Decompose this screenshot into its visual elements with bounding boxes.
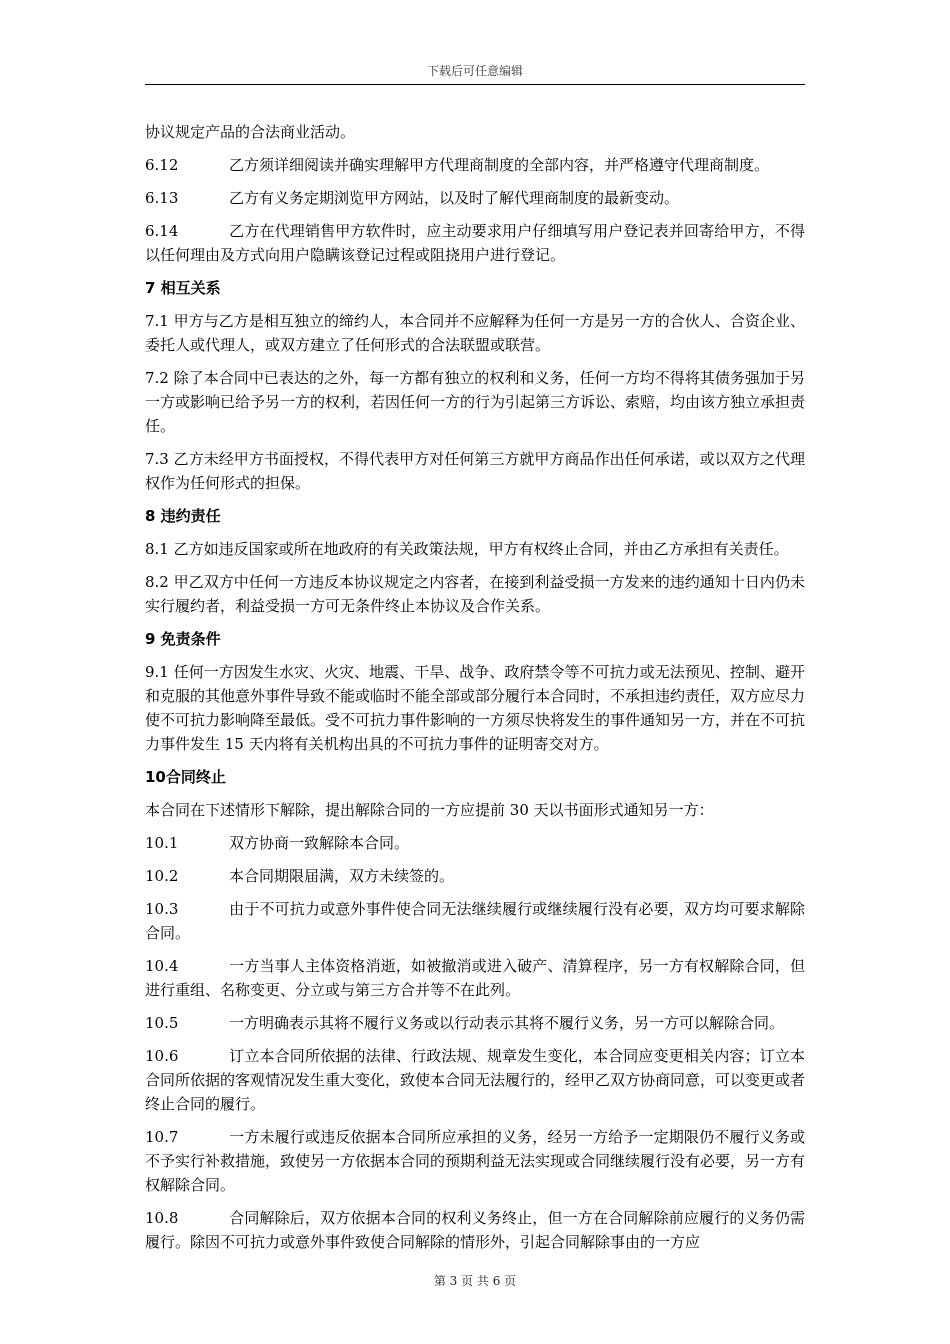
clause-number: 10.8	[145, 1209, 179, 1227]
clause-item	[145, 897, 805, 945]
clause-number: 10.3	[145, 900, 179, 918]
clause-number: 10.7	[145, 1128, 179, 1146]
clause-item	[145, 1011, 805, 1035]
clause-item	[145, 1125, 805, 1197]
clause-text: 乙方有义务定期浏览甲方网站，以及时了解代理商制度的最新变动。	[229, 189, 680, 207]
clause-text: 合同解除后，双方依据本合同的权利义务终止，但一方在合同解除前应履行的义务仍需履行。除因不可抗力或意外事件致使合同解除的情形外，引起合同解除事由的一方应	[145, 1209, 805, 1251]
clause-number: 6.13	[145, 189, 179, 207]
clause-item	[145, 186, 805, 210]
clause-item	[145, 153, 805, 177]
clause-item	[145, 831, 805, 855]
clause-text: 一方未履行或违反依据本合同所应承担的义务，经另一方给予一定期限仍不履行义务或不予实行补救措施，致使另一方依据本合同的预期利益无法实现或合同继续履行没有必要，另一方有权解除合同。	[145, 1128, 806, 1194]
section-heading: 7 相互关系	[145, 279, 221, 297]
clause-text: 一方明确表示其将不履行义务或以行动表示其将不履行义务，另一方可以解除合同。	[229, 1014, 785, 1032]
clause-number: 10.1	[145, 834, 179, 852]
header-divider	[145, 84, 805, 85]
paragraph: 9.1 任何一方因发生水灾、火灾、地震、干旱、战争、政府禁令等不可抗力或无法预见、控制、避开和克服的其他意外事件导致不能或临时不能全部或部分履行本合同时，不承担违约责任，双方应尽力使不可抗力影响降至最低。受不可抗力事件影响的一方须尽快将发生的事件通知另一方，并在不可抗力事件发生 15 天内将有关机构出具的不可抗力事件的证明寄交对方。	[145, 663, 806, 753]
paragraph: 协议规定产品的合法商业活动。	[145, 123, 356, 141]
clause-number: 10.6	[145, 1047, 179, 1065]
page-footer: 第 3 页 共 6 页	[433, 1274, 517, 1288]
clause-item	[145, 1044, 805, 1116]
section-heading: 8 违约责任	[145, 507, 221, 525]
clause-text: 本合同期限届满，双方未续签的。	[229, 867, 455, 885]
clause-text: 订立本合同所依据的法律、行政法规、规章发生变化，本合同应变更相关内容；订立本合同所依据的客观情况发生重大变化，致使本合同无法履行的，经甲乙双方协商同意，可以变更或者终止合同的履行。	[145, 1047, 806, 1113]
paragraph: 8.1 乙方如违反国家或所在地政府的有关政策法规，甲方有权终止合同，并由乙方承担有关责任。	[145, 540, 789, 558]
section-heading: 10合同终止	[145, 768, 226, 786]
clause-text: 一方当事人主体资格消逝，如被撤消或进入破产、清算程序，另一方有权解除合同，但进行重组、名称变更、分立或与第三方合并等不在此列。	[145, 957, 805, 999]
paragraph: 8.2 甲乙双方中任何一方违反本协议规定之内容者，在接到利益受损一方发来的违约通知十日内仍未实行履约者，利益受损一方可无条件终止本协议及合作关系。	[145, 573, 805, 615]
section-heading: 9 免责条件	[145, 630, 221, 648]
page-header: 下载后可任意编辑	[426, 64, 523, 78]
clause-item	[145, 219, 805, 267]
paragraph: 7.1 甲方与乙方是相互独立的缔约人，本合同并不应解释为任何一方是另一方的合伙人、合资企业、委托人或代理人，或双方建立了任何形式的合法联盟或联营。	[145, 312, 805, 354]
clause-item	[145, 864, 805, 888]
clause-text: 乙方在代理销售甲方软件时，应主动要求用户仔细填写用户登记表并回寄给甲方，不得以任何理由及方式向用户隐瞒该登记过程或阻挠用户进行登记。	[145, 222, 805, 264]
document-body	[145, 120, 805, 1263]
clause-number: 10.2	[145, 867, 179, 885]
clause-number: 10.4	[145, 957, 179, 975]
clause-text: 由于不可抗力或意外事件使合同无法继续履行或继续履行没有必要，双方均可要求解除合同。	[145, 900, 805, 942]
paragraph: 本合同在下述情形下解除，提出解除合同的一方应提前 30 天以书面形式通知另一方：	[145, 801, 714, 819]
clause-text: 双方协商一致解除本合同。	[229, 834, 410, 852]
clause-number: 10.5	[145, 1014, 179, 1032]
clause-text: 乙方须详细阅读并确实理解甲方代理商制度的全部内容，并严格遵守代理商制度。	[229, 156, 770, 174]
clause-item	[145, 954, 805, 1002]
paragraph: 7.2 除了本合同中已表达的之外，每一方都有独立的权利和义务，任何一方均不得将其债务强加于另一方或影响已给予另一方的权利，若因任何一方的行为引起第三方诉讼、索赔，均由该方独立承担责任。	[145, 369, 806, 435]
clause-item	[145, 1206, 805, 1254]
clause-number: 6.14	[145, 222, 179, 240]
clause-number: 6.12	[145, 156, 179, 174]
paragraph: 7.3 乙方未经甲方书面授权，不得代表甲方对任何第三方就甲方商品作出任何承诺，或以双方之代理权作为任何形式的担保。	[145, 450, 805, 492]
